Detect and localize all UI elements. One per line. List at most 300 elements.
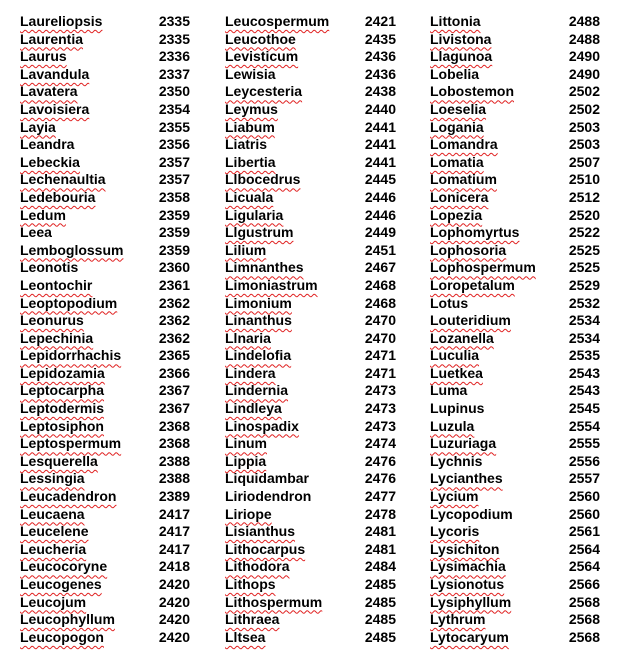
page-number: 2485 — [364, 628, 396, 645]
index-entry — [430, 453, 600, 471]
page-number: 2350 — [158, 83, 190, 100]
genus-name: Loeselia — [430, 100, 487, 117]
page-number: 2566 — [568, 576, 600, 592]
genus-name: Limonium — [225, 294, 292, 311]
page-number: 2436 — [364, 65, 396, 82]
page-number: 2418 — [158, 558, 190, 575]
index-entry — [225, 101, 396, 119]
page-number: 2368 — [158, 435, 190, 452]
index-entry — [20, 435, 190, 453]
page-number: 2478 — [364, 505, 396, 522]
genus-page-index — [0, 13, 622, 653]
index-entry — [430, 224, 600, 242]
index-entry — [20, 224, 190, 242]
index-entry — [225, 242, 396, 260]
genus-name: Leucheria — [20, 540, 87, 557]
page-number: 2557 — [568, 470, 600, 487]
index-entry — [430, 154, 600, 172]
index-entry — [225, 224, 396, 242]
page-number: 2420 — [158, 611, 190, 628]
genus-name: Llagunoa — [430, 48, 493, 65]
genus-name: Lophomyrtus — [430, 224, 520, 241]
page-number: 2525 — [568, 259, 600, 276]
index-entry — [20, 347, 190, 365]
index-entry — [225, 594, 396, 612]
genus-name: Leptodermis — [20, 400, 105, 417]
genus-name: Liquidambar — [225, 470, 310, 487]
page-number: 2485 — [364, 593, 396, 610]
index-entry — [430, 207, 600, 225]
page-number: 2481 — [364, 540, 396, 557]
index-entry — [430, 541, 600, 559]
genus-name: Leucophyllum — [20, 611, 115, 628]
genus-name: Lithodora — [225, 558, 290, 575]
page-number: 2481 — [364, 523, 396, 540]
genus-name: Lycoris — [430, 523, 480, 540]
index-entry — [20, 101, 190, 119]
genus-name: Lippia — [225, 452, 267, 469]
genus-name: Leucopogon — [20, 628, 104, 645]
page-number: 2421 — [364, 13, 396, 29]
index-entry — [430, 171, 600, 189]
page-number: 2366 — [158, 364, 190, 381]
page-number: 2357 — [158, 153, 190, 170]
genus-name: Laurentia — [20, 30, 84, 47]
page-number: 2359 — [158, 224, 190, 241]
page-number: 2467 — [364, 259, 396, 276]
index-entry — [225, 506, 396, 524]
page-number: 2389 — [158, 488, 190, 505]
index-entry — [20, 594, 190, 612]
index-entry — [20, 611, 190, 629]
page-number: 2354 — [158, 100, 190, 117]
page-number: 2359 — [158, 241, 190, 258]
index-entry — [430, 13, 600, 31]
page-number: 2445 — [364, 171, 396, 188]
index-entry — [20, 31, 190, 49]
index-entry — [225, 523, 396, 541]
genus-name: Lomandra — [430, 136, 498, 153]
genus-name: Lithraea — [225, 611, 280, 628]
genus-name: Lophosoria — [430, 241, 507, 258]
index-entry — [20, 365, 190, 383]
genus-name: Lindelofia — [225, 347, 292, 364]
genus-name: Leucospermum — [225, 13, 330, 29]
page-number: 2473 — [364, 400, 396, 417]
index-entry — [225, 66, 396, 84]
index-entry — [225, 154, 396, 172]
index-entry — [225, 330, 396, 348]
genus-name: Lebeckia — [20, 153, 80, 170]
genus-name: Leptospermum — [20, 435, 122, 452]
page-number: 2388 — [158, 470, 190, 487]
genus-name: Lithospermum — [225, 593, 323, 610]
page-number: 2568 — [568, 593, 600, 610]
index-entry — [225, 365, 396, 383]
index-entry — [20, 629, 190, 647]
index-entry — [430, 365, 600, 383]
index-entry — [225, 259, 396, 277]
page-number: 2470 — [364, 312, 396, 329]
page-number: 2568 — [568, 628, 600, 645]
genus-name: Lotus — [430, 294, 469, 311]
page-number: 2477 — [364, 488, 396, 505]
genus-name: Lychnis — [430, 452, 483, 469]
page-number: 2543 — [568, 382, 600, 399]
genus-name: Leymus — [225, 100, 278, 117]
index-entry — [430, 506, 600, 524]
page-number: 2441 — [364, 118, 396, 135]
index-entry — [20, 119, 190, 137]
genus-name: Leptocarpha — [20, 382, 105, 399]
genus-name: Lechenaultia — [20, 171, 106, 188]
genus-name: Layia — [20, 118, 56, 135]
index-entry — [430, 277, 600, 295]
index-entry — [20, 83, 190, 101]
index-entry — [430, 31, 600, 49]
page-number: 2361 — [158, 276, 190, 293]
genus-name: Libertia — [225, 153, 276, 170]
page-number: 2451 — [364, 241, 396, 258]
index-entry — [225, 171, 396, 189]
index-entry — [225, 13, 396, 31]
genus-name: Lindera — [225, 364, 276, 381]
page-number: 2535 — [568, 347, 600, 364]
genus-name: Limnanthes — [225, 259, 304, 276]
index-entry — [430, 629, 600, 647]
genus-name: Limoniastrum — [225, 276, 318, 293]
index-entry — [225, 611, 396, 629]
index-entry — [20, 295, 190, 313]
page-number: 2512 — [568, 188, 600, 205]
page-number: 2337 — [158, 65, 190, 82]
index-entry — [430, 435, 600, 453]
page-number: 2554 — [568, 417, 600, 434]
genus-name: Lavandula — [20, 65, 90, 82]
page-number: 2468 — [364, 276, 396, 293]
index-entry — [430, 312, 600, 330]
genus-name: Lltsea — [225, 628, 266, 645]
page-number: 2446 — [364, 206, 396, 223]
index-entry — [225, 136, 396, 154]
genus-name: Leptosiphon — [20, 417, 104, 434]
genus-name: Lewisia — [225, 65, 276, 82]
genus-name: Lemboglossum — [20, 241, 124, 258]
index-entry — [20, 259, 190, 277]
genus-name: Ledebouria — [20, 188, 96, 205]
index-entry — [430, 347, 600, 365]
index-entry — [430, 488, 600, 506]
index-entry — [20, 330, 190, 348]
index-entry — [225, 189, 396, 207]
page-number: 2564 — [568, 540, 600, 557]
index-entry — [225, 488, 396, 506]
genus-name: Lithops — [225, 576, 276, 592]
genus-name: Luzula — [430, 417, 475, 434]
page-number: 2568 — [568, 611, 600, 628]
page-number: 2441 — [364, 153, 396, 170]
page-number: 2336 — [158, 48, 190, 65]
genus-name: Levisticum — [225, 48, 299, 65]
page-number: 2362 — [158, 312, 190, 329]
index-entry — [225, 541, 396, 559]
index-entry — [430, 295, 600, 313]
page-number: 2357 — [158, 171, 190, 188]
index-entry — [20, 488, 190, 506]
index-entry — [225, 629, 396, 647]
page-number: 2564 — [568, 558, 600, 575]
page-number: 2534 — [568, 312, 600, 329]
page-number: 2449 — [364, 224, 396, 241]
genus-name: Llbocedrus — [225, 171, 301, 188]
genus-name: Lytocaryum — [430, 628, 509, 645]
index-entry — [225, 295, 396, 313]
page-number: 2335 — [158, 13, 190, 29]
genus-name: Lozanella — [430, 329, 494, 346]
genus-name: Leucothoe — [225, 30, 296, 47]
index-entry — [430, 558, 600, 576]
page-number: 2560 — [568, 488, 600, 505]
genus-name: Leea — [20, 224, 52, 241]
index-entry — [20, 136, 190, 154]
index-entry — [225, 453, 396, 471]
genus-name: Leonurus — [20, 312, 84, 329]
page-number: 2502 — [568, 100, 600, 117]
genus-name: Liriodendron — [225, 488, 312, 505]
page-number: 2368 — [158, 417, 190, 434]
page-number: 2522 — [568, 224, 600, 241]
genus-name: Leucaena — [20, 505, 85, 522]
page-number: 2503 — [568, 118, 600, 135]
genus-name: Luzuriaga — [430, 435, 497, 452]
index-entry — [430, 418, 600, 436]
genus-name: Lobostemon — [430, 83, 514, 100]
index-entry — [430, 259, 600, 277]
genus-name: Lavoisiera — [20, 100, 90, 117]
genus-name: Lindernia — [225, 382, 289, 399]
genus-name: Linum — [225, 435, 267, 452]
index-entry — [225, 312, 396, 330]
page-number: 2488 — [568, 13, 600, 29]
page-number: 2356 — [158, 136, 190, 153]
index-entry — [225, 207, 396, 225]
index-entry — [225, 382, 396, 400]
page-number: 2367 — [158, 400, 190, 417]
index-entry — [20, 171, 190, 189]
genus-name: Logania — [430, 118, 484, 135]
genus-name: Leucelene — [20, 523, 89, 540]
page-number: 2355 — [158, 118, 190, 135]
page-number: 2362 — [158, 294, 190, 311]
index-entry — [430, 400, 600, 418]
genus-name: Lithocarpus — [225, 540, 306, 557]
index-entry — [430, 382, 600, 400]
index-entry — [430, 523, 600, 541]
index-entry — [225, 31, 396, 49]
genus-name: Llgustrum — [225, 224, 294, 241]
index-entry — [225, 48, 396, 66]
index-entry — [225, 277, 396, 295]
page-number: 2335 — [158, 30, 190, 47]
genus-name: Luculia — [430, 347, 480, 364]
index-entry — [20, 400, 190, 418]
index-entry — [225, 119, 396, 137]
genus-name: Luetkea — [430, 364, 483, 381]
index-entry — [430, 611, 600, 629]
index-column-2 — [225, 13, 396, 646]
page-number: 2440 — [364, 100, 396, 117]
page-number: 2360 — [158, 259, 190, 276]
page-number: 2417 — [158, 505, 190, 522]
genus-name: Littonia — [430, 13, 481, 29]
page-number: 2476 — [364, 470, 396, 487]
page-number: 2417 — [158, 523, 190, 540]
page-number: 2471 — [364, 347, 396, 364]
page-number: 2525 — [568, 241, 600, 258]
genus-name: Llnaria — [225, 329, 271, 346]
page-number: 2485 — [364, 576, 396, 592]
page-number: 2473 — [364, 382, 396, 399]
index-entry — [225, 347, 396, 365]
page-number: 2420 — [158, 576, 190, 592]
index-entry — [225, 418, 396, 436]
page-number: 2555 — [568, 435, 600, 452]
index-entry — [225, 435, 396, 453]
index-entry — [430, 470, 600, 488]
genus-name: Luma — [430, 382, 468, 399]
genus-name: Lysimachia — [430, 558, 506, 575]
page-number: 2561 — [568, 523, 600, 540]
index-entry — [430, 576, 600, 594]
genus-name: Lycopodium — [430, 505, 513, 522]
index-entry — [20, 506, 190, 524]
index-entry — [225, 400, 396, 418]
page-number: 2485 — [364, 611, 396, 628]
genus-name: Laurus — [20, 48, 67, 65]
genus-name: Lonicera — [430, 188, 489, 205]
index-entry — [20, 523, 190, 541]
genus-name: Liriope — [225, 505, 272, 522]
genus-name: Lopezia — [430, 206, 483, 223]
page-number: 2441 — [364, 136, 396, 153]
genus-name: Leucadendron — [20, 488, 117, 505]
index-entry — [20, 418, 190, 436]
genus-name: Lysichiton — [430, 540, 500, 557]
index-entry — [20, 312, 190, 330]
genus-name: Leontochir — [20, 276, 93, 293]
page-number: 2362 — [158, 329, 190, 346]
genus-name: Lupinus — [430, 400, 485, 417]
genus-name: Leucogenes — [20, 576, 102, 592]
index-entry — [20, 154, 190, 172]
page-number: 2436 — [364, 48, 396, 65]
genus-name: Lepidorrhachis — [20, 347, 122, 364]
index-entry — [20, 13, 190, 31]
page-number: 2490 — [568, 48, 600, 65]
page-number: 2556 — [568, 452, 600, 469]
genus-name: Leonotis — [20, 259, 79, 276]
page-number: 2560 — [568, 505, 600, 522]
index-entry — [430, 66, 600, 84]
page-number: 2545 — [568, 400, 600, 417]
genus-name: Leucojum — [20, 593, 87, 610]
genus-name: Lomatium — [430, 171, 497, 188]
page-number: 2367 — [158, 382, 190, 399]
index-entry — [20, 66, 190, 84]
index-entry — [225, 83, 396, 101]
genus-name: Leycesteria — [225, 83, 303, 100]
index-entry — [20, 48, 190, 66]
page-number: 2420 — [158, 628, 190, 645]
genus-name: Lindleya — [225, 400, 282, 417]
index-entry — [20, 277, 190, 295]
genus-name: Lycium — [430, 488, 479, 505]
page-number: 2507 — [568, 153, 600, 170]
genus-name: Leandra — [20, 136, 75, 153]
index-entry — [430, 242, 600, 260]
genus-name: Lessingia — [20, 470, 85, 487]
page-number: 2503 — [568, 136, 600, 153]
index-entry — [20, 207, 190, 225]
genus-name: Liabum — [225, 118, 275, 135]
index-entry — [225, 558, 396, 576]
index-entry — [430, 136, 600, 154]
index-entry — [20, 382, 190, 400]
genus-name: Loropetalum — [430, 276, 515, 293]
genus-name: Leucocoryne — [20, 558, 108, 575]
page-number: 2358 — [158, 188, 190, 205]
page-number: 2468 — [364, 294, 396, 311]
page-number: 2446 — [364, 188, 396, 205]
page-number: 2534 — [568, 329, 600, 346]
index-entry — [20, 453, 190, 471]
index-entry — [20, 576, 190, 594]
page-number: 2435 — [364, 30, 396, 47]
index-entry — [430, 189, 600, 207]
page-number: 2490 — [568, 65, 600, 82]
index-entry — [430, 330, 600, 348]
page-number: 2473 — [364, 417, 396, 434]
index-entry — [430, 119, 600, 137]
index-entry — [20, 470, 190, 488]
index-entry — [20, 541, 190, 559]
genus-name: Louteridium — [430, 312, 511, 329]
genus-name: Linospadix — [225, 417, 299, 434]
index-entry — [430, 83, 600, 101]
index-column-3 — [430, 13, 600, 646]
index-entry — [430, 48, 600, 66]
genus-name: Lycianthes — [430, 470, 503, 487]
page-number: 2543 — [568, 364, 600, 381]
page-number: 2474 — [364, 435, 396, 452]
genus-name: Leoptopodium — [20, 294, 118, 311]
index-entry — [225, 576, 396, 594]
genus-name: Lomatia — [430, 153, 484, 170]
index-entry — [225, 470, 396, 488]
page-number: 2484 — [364, 558, 396, 575]
page-number: 2529 — [568, 276, 600, 293]
index-column-1 — [20, 13, 190, 646]
page-number: 2502 — [568, 83, 600, 100]
page-number: 2388 — [158, 452, 190, 469]
genus-name: Lepidozamia — [20, 364, 105, 381]
genus-name: Liatris — [225, 136, 268, 153]
page-number: 2420 — [158, 593, 190, 610]
genus-name: Laureliopsis — [20, 13, 103, 29]
page-number: 2471 — [364, 364, 396, 381]
genus-name: Lavatera — [20, 83, 78, 100]
page-number: 2532 — [568, 294, 600, 311]
